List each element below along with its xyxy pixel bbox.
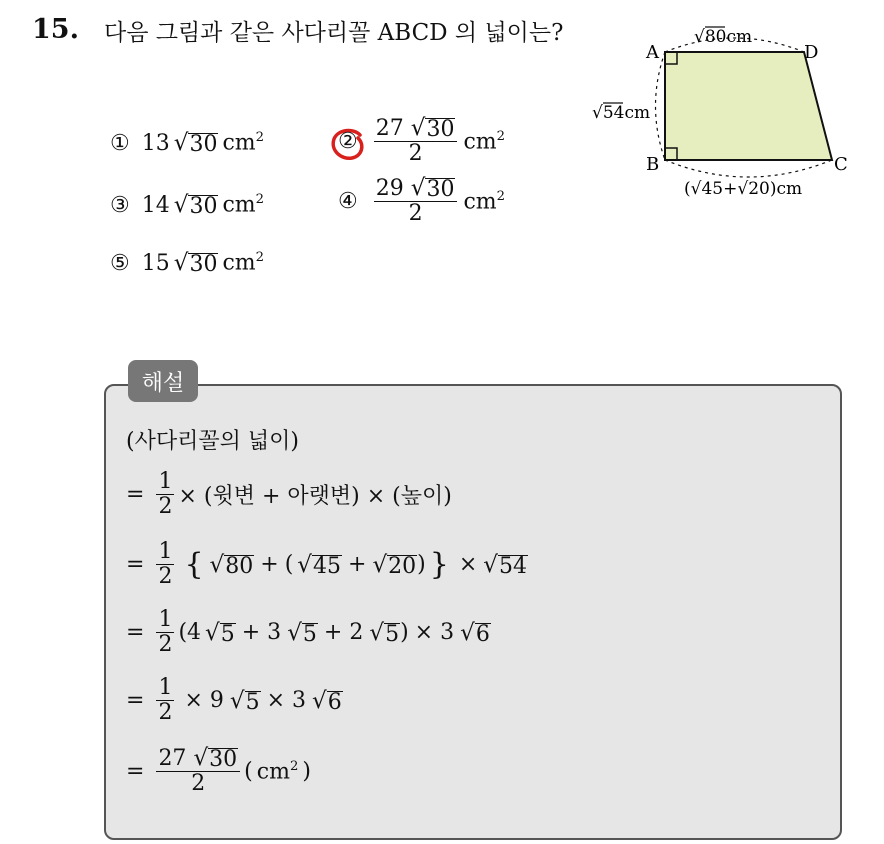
fraction: 29 √ 30 2 [374,176,458,227]
choice-2[interactable] [338,116,505,167]
label-d: D [804,42,819,63]
solution-line-5: = $\frac{1}{2}$ × 9 √ 5 × 3 √ 6 [126,675,342,726]
unit: $cm^2$ [222,192,265,218]
solution-line-1: (사다리꼴의 넓이) [126,429,299,454]
top-side-label: √80cm [694,27,753,47]
label-a: A [646,42,659,63]
choice-3[interactable] [110,192,264,218]
choice-coef: 13 [141,130,170,156]
choice-number: ⑤ [110,250,130,276]
solution-tag: 해설 [128,360,198,402]
choice-number: ② [338,128,358,154]
choice-coef: 14 [141,192,170,218]
label-c: C [834,154,848,175]
choice-5[interactable] [110,250,264,276]
unit: $cm^2$ [222,250,265,276]
unit: $cm^2$ [463,188,506,214]
sqrt: √ 30 [173,130,218,157]
choice-coef: 15 [141,250,170,276]
trapezoid-shape [665,52,832,160]
question-text: 다음 그림과 같은 사다리꼴 ABCD 의 넓이는? [104,20,564,46]
bottom-side-label: (√45+√20)cm [684,179,803,199]
sqrt: √ 30 [173,192,218,219]
solution-line-3: = $\frac{1}{2}$ { √ 80 + ( √ 45 + √ 20 ) } × √ 54 [126,539,527,590]
unit: $cm^2$ [463,128,506,154]
question-number: 15. [32,14,79,45]
choice-1[interactable] [110,130,264,156]
left-side-label: √54cm [592,103,651,123]
solution-line-4: = $\frac{1}{2}$ (4 √ 5 + 3 √ 5 + 2 √ 5 ) × 3 √ 6 [126,607,490,658]
choice-number: ④ [338,188,358,214]
unit: $cm^2$ [222,130,265,156]
dimension-arc-left [656,52,666,160]
trapezoid-figure [586,18,866,208]
choice-number: ① [110,130,130,156]
label-b: B [646,154,660,175]
sqrt: √ 30 [173,250,218,277]
solution-line-2: = $\frac{1}{2}$ × (윗변 + 아랫변) × (높이) [126,469,452,520]
solution-line-6: = 27 √ 30 2 ( $cm^2$ ) [126,745,311,797]
choice-number: ③ [110,192,130,218]
choice-4[interactable] [338,176,505,227]
fraction: 27 √ 30 2 [374,116,458,167]
dimension-arc-bottom [665,160,832,177]
